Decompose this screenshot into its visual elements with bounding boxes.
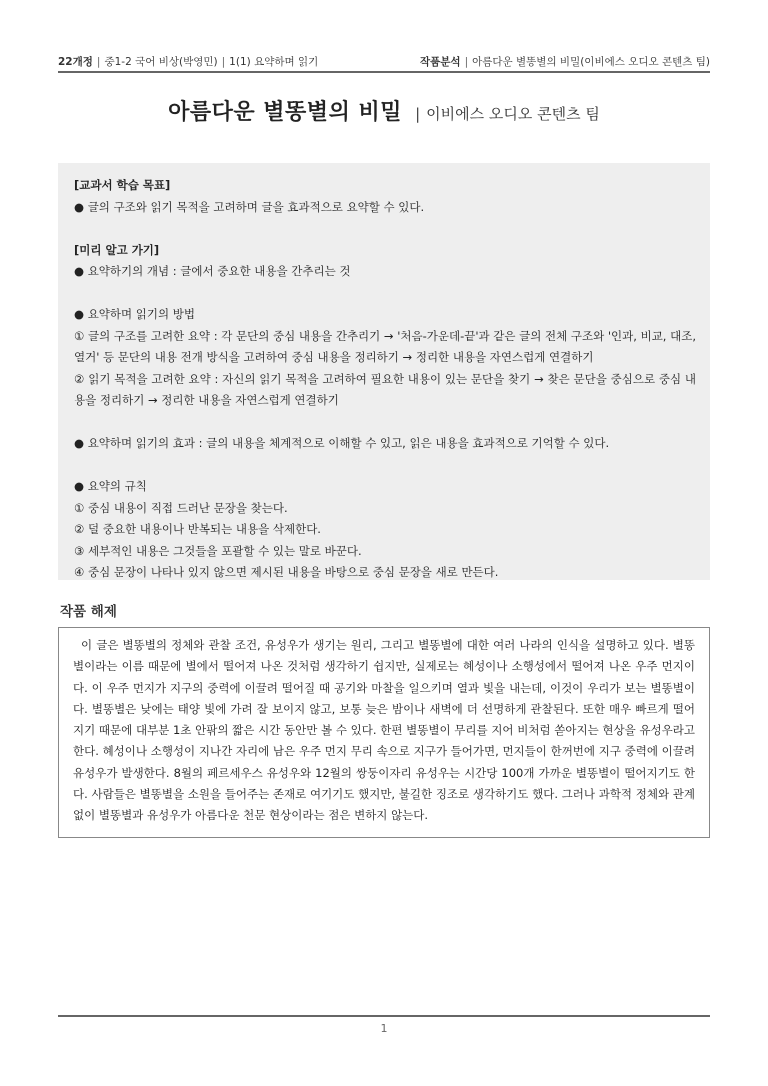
learning-summary-box xyxy=(58,163,710,580)
rule-item: ② 덜 중요한 내용이나 반복되는 내용을 삭제한다. xyxy=(74,522,321,536)
rule-item: ④ 중심 문장이 나타나 있지 않으면 제시된 내용을 바탕으로 중심 문장을 새로 만든다. xyxy=(74,565,499,579)
rules-heading: ● 요약의 규칙 xyxy=(74,479,147,493)
header-textbook: 중1-2 국어 비상(박영민) xyxy=(104,56,218,68)
analysis-body: 이 글은 별똥별의 정체와 관찰 조건, 유성우가 생기는 원리, 그리고 별똥별에 대한 여러 나라의 인식을 설명하고 있다. 별똥별이라는 이름 때문에 별에서 떨어져 나온 것처럼 생각하기 쉽지만, 실제로는 혜성이나 소행성에서 떨어져 나온 우주 먼지이다. 이 우주 먼지가 지구의 중력에 이끌려 떨어질 때 공기와 마찰을 일으키며 열과 빛을 내는데, 이것이 우리가 보는 별똥별이다. 별똥별은 낮에는 태양 빛에 가려 잘 보이지 않고, 보통 늦은 밤이나 새벽에 더 선명하게 관찰된다. 또한 매우 빠르게 떨어지기 때문에 대부분 1초 안팎의 짧은 시간 동안만 볼 수 있다. 한편 별똥별이 무리를 지어 비처럼 쏟아지는 현상을 유성우라고 한다. 혜성이나 소행성이 지나간 자리에 남은 우주 먼지 무리 속으로 지구가 들어가면, 먼지들이 한꺼번에 지구 중력에 이끌려 유성우가 발생한다. 8월의 페르세우스 유성우와 12월의 쌍둥이자리 유성우는 시간당 100개 가까운 별똥별이 떨어지기도 한다. 사람들은 별똥별을 소원을 들어주는 존재로 여기기도 했지만, 불길한 징조로 생각하기도 했다. 그러나 과학적 정체와 관계없이 별똥별과 유성우가 아름다운 천문 현상이라는 점은 변하지 않는다. xyxy=(73,638,695,823)
title-author: | 이비에스 오디오 콘텐츠 팀 xyxy=(415,105,600,123)
rule-item: ① 중심 내용이 직접 드러난 문장을 찾는다. xyxy=(74,500,288,515)
concept-text: ● 요약하기의 개념 : 글에서 중요한 내용을 간추리는 것 xyxy=(74,264,351,278)
prior-heading: [미리 알고 가기] xyxy=(74,242,160,257)
header-curriculum: 22개정 xyxy=(58,56,93,68)
analysis-box xyxy=(58,627,710,838)
goal-text: ● 글의 구조와 읽기 목적을 고려하며 글을 효과적으로 요약할 수 있다. xyxy=(74,199,425,214)
document-title xyxy=(0,95,768,126)
title-author-text: 이비에스 오디오 콘텐츠 팀 xyxy=(426,105,600,123)
page-number: 1 xyxy=(380,1022,388,1035)
page-header xyxy=(58,50,710,72)
method-item: ① 글의 구조를 고려한 요약 : 각 문단의 중심 내용을 간추리기 → '처음-가운데-끝'과 같은 글의 전체 구조와 '인과, 비교, 대조, 열거' 등 문단의 내용 전개 방식을 고려하여 중심 내용을 정리하기 → 정리한 내용을 자연스럽게 연결하기 xyxy=(74,328,696,364)
title-main: 아름다운 별똥별의 비밀 xyxy=(168,100,402,125)
footer-divider xyxy=(58,1015,710,1017)
method-heading: ● 요약하며 읽기의 방법 xyxy=(74,307,195,321)
goal-heading: [교과서 학습 목표] xyxy=(74,178,171,192)
header-work-info: 작품분석 | 아름다운 별똥별의 비밀(이비에스 오디오 콘텐츠 팀) xyxy=(419,56,710,68)
header-course-info: 22개정 | 중1-2 국어 비상(박영민) | 1(1) 요약하며 읽기 xyxy=(58,56,319,68)
analysis-heading: 작품 해제 xyxy=(60,604,117,620)
header-category: 작품분석 xyxy=(419,56,461,68)
header-divider xyxy=(58,71,710,73)
rule-item: ③ 세부적인 내용은 그것들을 포괄할 수 있는 말로 바꾼다. xyxy=(74,543,362,558)
header-work-title: 아름다운 별똥별의 비밀(이비에스 오디오 콘텐츠 팀) xyxy=(472,56,710,68)
method-item: ② 읽기 목적을 고려한 요약 : 자신의 읽기 목적을 고려하여 필요한 내용이 있는 문단을 찾기 → 찾은 문단을 중심으로 중심 내용을 정리하기 → 정리한 내용을 자연스럽게 연결하기 xyxy=(74,371,696,407)
effect-text: ● 요약하며 읽기의 효과 : 글의 내용을 체계적으로 이해할 수 있고, 읽은 내용을 효과적으로 기억할 수 있다. xyxy=(74,436,610,450)
header-unit: 1(1) 요약하며 읽기 xyxy=(229,56,319,68)
